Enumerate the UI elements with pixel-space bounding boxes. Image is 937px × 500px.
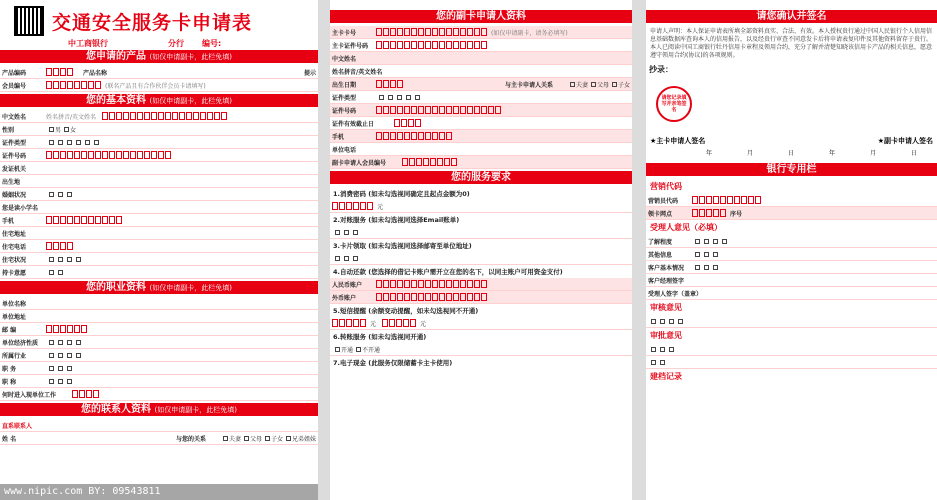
section-confirm: 请您确认并签名 (646, 10, 937, 23)
row-supp-name[interactable]: 中文姓名 (330, 52, 632, 65)
row-position[interactable]: 职 务 (0, 362, 318, 375)
service-7: 7.电子现金 (此服务仅限储蓄卡主卡使用) (333, 359, 453, 367)
qr-code-icon (14, 6, 44, 36)
row-approval-2[interactable] (646, 356, 937, 369)
row-company-address[interactable]: 单位地址 (0, 310, 318, 323)
section-service: 您的服务要求 (330, 171, 632, 184)
row-title[interactable]: 职 称 (0, 375, 318, 388)
row-manager-sign[interactable]: 客户经理签字 (646, 274, 937, 287)
row-understanding[interactable]: 了解程度 (646, 235, 937, 248)
row-id-type[interactable]: 证件类型 (0, 136, 318, 149)
branch-label: 分行 (168, 39, 184, 48)
date-row: 年 月 日 年 月 日 (706, 150, 917, 157)
row-home-address[interactable]: 住宅地址 (0, 227, 318, 240)
row-join-date[interactable]: 何时进入现单位工作 (0, 388, 318, 401)
row-branch-pickup[interactable]: 领卡网点 序号 (646, 207, 937, 220)
service-2: 2.对账服务 (如未勾选视同选择Email账单) (333, 216, 460, 224)
application-form-page-1 (0, 0, 318, 500)
product-row[interactable]: 产品编码 产品名称 提示 (0, 66, 318, 79)
section-basic: 您的基本资料 (如仅申请副卡，此栏免填) (0, 94, 318, 107)
row-main-card-no[interactable]: 主卡卡号 (如仅申请副卡，请务必填写) (330, 26, 632, 39)
section-product: 您申请的产品 (如仅申请副卡，此栏免填) (0, 50, 318, 63)
row-supp-pinyin[interactable]: 姓名拼音/英文姓名 (330, 65, 632, 78)
row-home-phone[interactable]: 住宅电话 (0, 240, 318, 253)
row-issuer[interactable]: 发证机关 (0, 162, 318, 175)
section-bank-use: 银行专用栏 (646, 163, 937, 176)
row-other-info[interactable]: 其他信息 (646, 248, 937, 261)
service-4-rmb[interactable]: 人民币账户 (330, 278, 632, 291)
member-row[interactable]: 会员编号 (联名产品且有合作伙伴会员卡请填写) (0, 79, 318, 92)
copy-label: 抄录： (649, 65, 673, 74)
service-4-fx[interactable]: 外币账户 (330, 291, 632, 304)
row-supp-id-expiry[interactable]: 证件有效截止日 (330, 117, 632, 130)
row-main-id[interactable]: 主卡证件号码 (330, 39, 632, 52)
section-job: 您的职业资料 (如仅申请副卡，此栏免填) (0, 281, 318, 294)
row-supp-member[interactable]: 副卡申请人会员编号 (330, 156, 632, 169)
service-6: 6.转账服务 (如未勾选视同开通) (333, 333, 427, 341)
row-mobile[interactable]: 手机 (0, 214, 318, 227)
form-title: 交通安全服务卡申请表 (52, 11, 253, 34)
row-supp-office[interactable]: 单位电话 (330, 143, 632, 156)
service-4: 4.自动还款 (您选择的借记卡账户需开立在您的名下，以同主账户可用资金支付) (333, 268, 563, 276)
row-acceptor-sign[interactable]: 受理人签字（盖章） (646, 287, 937, 300)
row-id-number[interactable]: 证件号码 (0, 149, 318, 162)
declaration-text: 申请人声明：本人保证申请表所填全部资料真实、合法、有效。本人授权贵行通过中国人民银行个人信用信息基础数据库查询本人的信用报告，以及经贵行审查不同意发卡后将申请表复印件及其他资料留存于贵行。本人已阅读中国工商银行牡丹信用卡章程及领用合约，充分了解并清楚知晓该信用卡产品的相关信息，愿意遵守领用合约(协议)的各项规则。 (650, 28, 933, 59)
row-supp-id-no[interactable]: 证件号码 (330, 104, 632, 117)
row-contact-type: 直系联系人 (0, 419, 318, 432)
service-3: 3.卡片领取 (如未勾选视同选择邮寄至单位地址) (333, 242, 472, 250)
service-1: 1.消费密码 (如未勾选视同确定且起点金额为0) (333, 190, 470, 198)
row-review[interactable] (646, 315, 937, 328)
row-supp-id-type[interactable]: 证件类型 (330, 91, 632, 104)
row-industry[interactable]: 所属行业 (0, 349, 318, 362)
notice-stamp: 请您记录填写并亲笔签名 (656, 86, 692, 122)
row-zip[interactable]: 邮 编 (0, 323, 318, 336)
row-marketer[interactable]: 营销员代码 (646, 194, 937, 207)
archive-record: 建档记录 (650, 372, 682, 381)
section-contact: 您的联系人资料 (如仅申请副卡，此栏免填) (0, 403, 318, 416)
row-chinese-name[interactable]: 中文姓名 姓名拼音/英文姓名 (0, 110, 318, 123)
number-label: 编号: (202, 39, 222, 48)
application-form-page-3 (646, 0, 937, 500)
row-contact-name[interactable]: 姓 名 与您的关系 夫妻 父母 子女 兄弟姐妹 (0, 432, 318, 445)
service-6-row[interactable]: 开通 不开通 (330, 343, 632, 356)
row-school[interactable]: 您是读小学名 (0, 201, 318, 214)
service-1-row[interactable]: 元 (330, 200, 632, 213)
row-company-nature[interactable]: 单位经济性质 (0, 336, 318, 349)
watermark: www.nipic.com BY: 09543811 (0, 484, 318, 500)
service-5-row[interactable]: 元 元 (330, 317, 632, 330)
bank-name: 中工商银行 (68, 39, 108, 48)
acceptor-opinion: 受理人意见（必填） (650, 223, 722, 232)
service-2-row[interactable] (330, 226, 632, 239)
row-approval[interactable] (646, 343, 937, 356)
approval-opinion: 审批意见 (650, 331, 682, 340)
application-form-page-2 (330, 0, 632, 500)
row-supp-mobile[interactable]: 手机 (330, 130, 632, 143)
row-birthplace[interactable]: 出生地 (0, 175, 318, 188)
row-gender[interactable]: 性别 男 女 (0, 123, 318, 136)
row-card-will[interactable]: 持卡意愿 (0, 266, 318, 279)
row-marital[interactable]: 婚姻状况 (0, 188, 318, 201)
row-company[interactable]: 单位名称 (0, 297, 318, 310)
review-opinion: 审核意见 (650, 303, 682, 312)
row-client-info[interactable]: 客户基本情况 (646, 261, 937, 274)
row-home-status[interactable]: 住宅状况 (0, 253, 318, 266)
marketing-code: 营销代码 (650, 182, 682, 191)
signature-row[interactable]: ★主卡申请人签名 ★副卡申请人签名 (650, 137, 933, 145)
service-5: 5.短信提醒 (余额变动提醒，如未勾选视同不开通) (333, 307, 479, 315)
section-supplementary: 您的副卡申请人资料 (330, 10, 632, 23)
row-supp-birth[interactable]: 出生日期 与主卡申请人关系 夫妻 父母 子女 (330, 78, 632, 91)
service-3-row[interactable] (330, 252, 632, 265)
